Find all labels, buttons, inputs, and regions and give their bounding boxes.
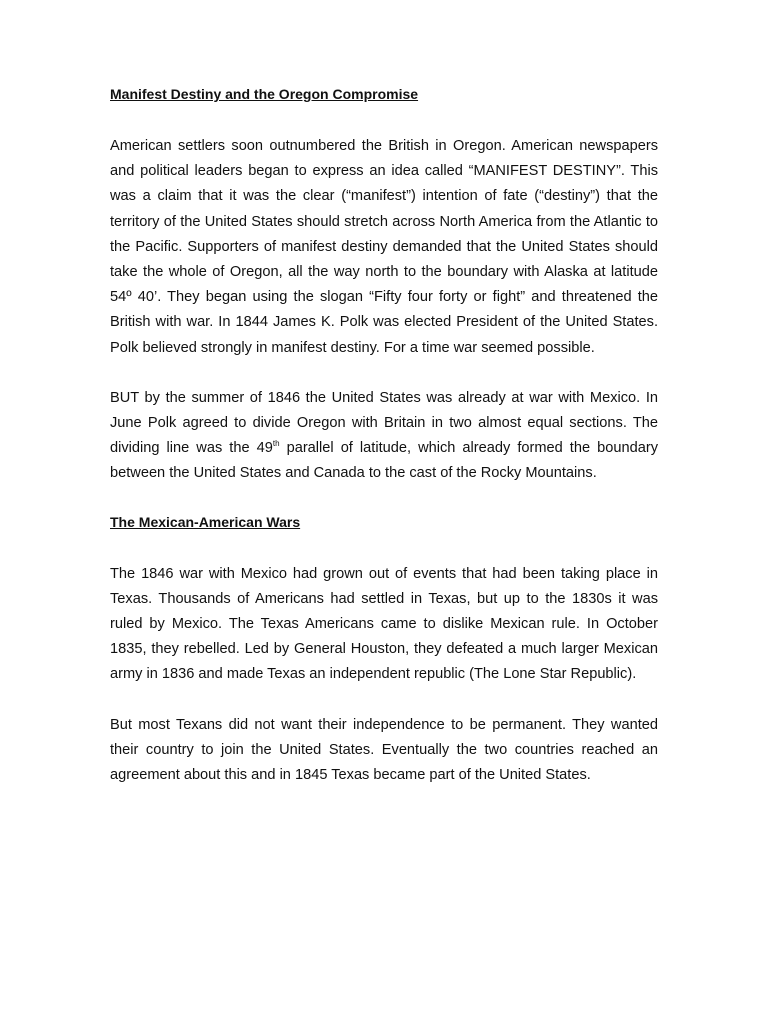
section-heading-manifest-destiny: Manifest Destiny and the Oregon Compromise [110,86,419,102]
paragraph-oregon-division-part1: BUT by the summer of 1846 the United States was already at war with Mexico. In June Polk agreed to divide Oregon with Britain in two almost equal sections. The dividing line was the 49 [110,389,658,457]
paragraph-oregon-division [110,386,658,487]
ordinal-superscript: th [272,439,280,449]
section-heading-mexican-american-wars: The Mexican-American Wars [110,513,301,530]
paragraph-texas-history: The 1846 war with Mexico had grown out of events that had been taking place in Texas. Thousands of Americans had settled in Texas, but up to the 1830s it was ruled by Mexico. The Texas Americans came to dislike Mexican rule. In October 1835, they rebelled. Led by General Houston, they defeated a much larger Mexican army in 1836 and made Texas an independent republic (The Lone Star Republic). [110,565,658,683]
paragraph-oregon-division-part2: parallel of latitude, which already formed the boundary between the United States and Canada to the cast of the Rocky Mountains. [110,440,658,482]
document-page [110,84,658,788]
paragraph-texas-annexation: But most Texans did not want their independence to be permanent. They wanted their country to join the United States. Eventually the two countries reached an agreement about this and in 1845 Texas became part of the United States. [110,716,658,784]
paragraph-manifest-destiny: American settlers soon outnumbered the British in Oregon. American newspapers and political leaders began to express an idea called “MANIFEST DESTINY”. This was a claim that it was the clear (“manifest”) intention of fate (“destiny”) that the territory of the United States should stretch across North America from the Atlantic to the Pacific. Supporters of manifest destiny demanded that the United States should take the whole of Oregon, all the way north to the boundary with Alaska at latitude 54º 40’. They began using the slogan “Fifty four forty or fight” and threatened the British with war. In 1844 James K. Polk was elected President of the United States. Polk believed strongly in manifest destiny. For a time war seemed possible. [110,138,658,356]
